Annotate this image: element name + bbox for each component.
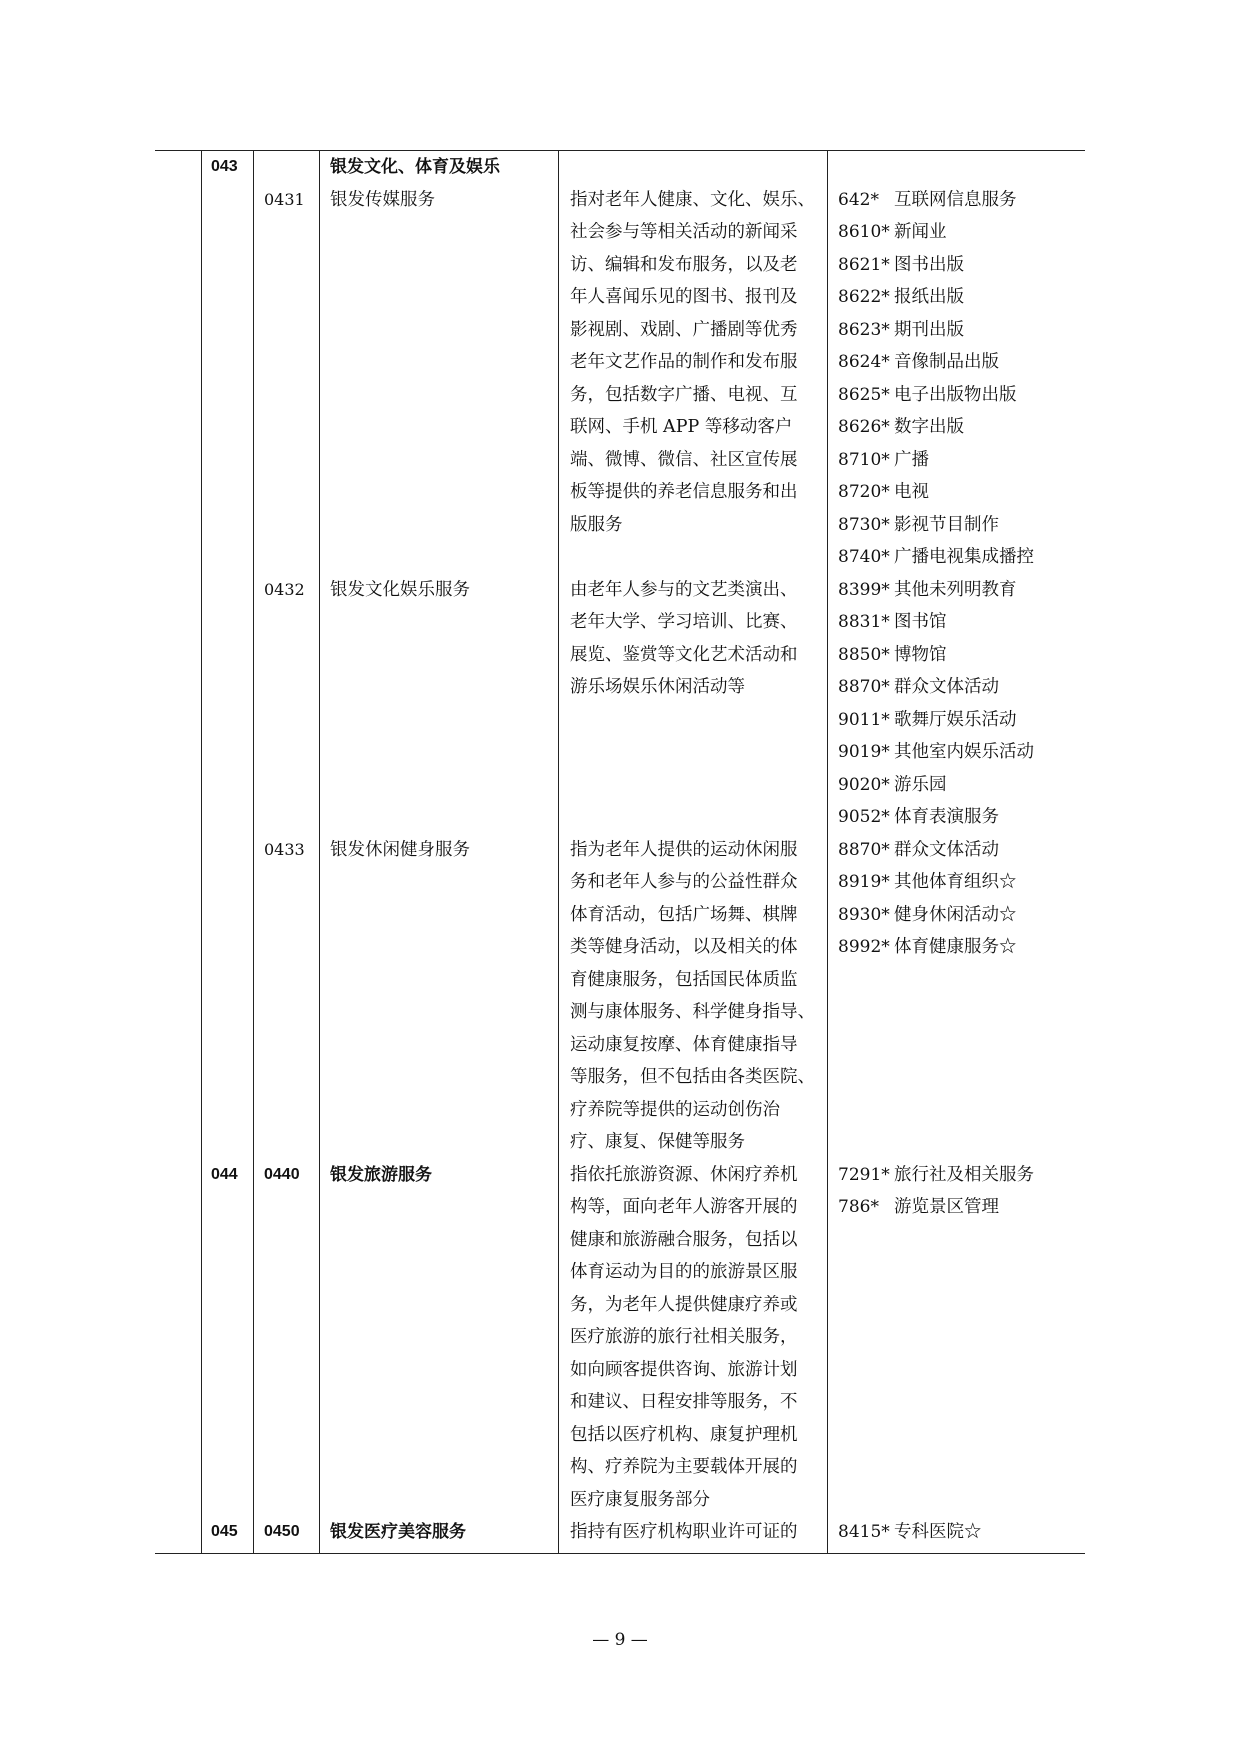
industry-code: 8831* [838,612,890,632]
industry-label: 音像制品出版 [894,352,999,372]
industry-code-entry [838,834,1017,867]
industry-code-entry [838,476,1034,509]
industry-code-entry [838,574,1034,607]
description-line: 指对老年人健康、文化、娱乐、 [570,189,815,210]
industry-label: 报纸出版 [894,287,964,307]
industry-label: 其他室内娱乐活动 [894,742,1034,762]
industry-label: 电子出版物出版 [894,384,1017,405]
industry-label: 博物馆 [894,644,947,665]
industry-label: 图书出版 [894,254,964,275]
industry-code: 8870* [838,677,890,697]
industry-code: 786* [838,1197,879,1217]
industry-code-entry [838,444,1034,477]
industry-code: 8621* [838,254,890,275]
industry-classification-table [155,150,1085,1554]
industry-label: 电视 [894,482,929,502]
industry-label: 群众文体活动 [894,677,999,697]
industry-code: 8399* [838,579,890,600]
industry-code: 8622* [838,287,890,307]
industry-code-entry [838,899,1017,932]
industry-code: 8610* [838,222,890,242]
industry-code-entry [838,801,1034,834]
category-name: 银发传媒服务 [330,189,435,210]
column-divider [558,151,559,1553]
industry-label: 影视节目制作 [894,514,999,535]
industry-code-entry [838,1516,982,1549]
industry-label: 图书馆 [894,612,947,632]
industry-code-entry [838,704,1034,737]
description-line: 测与康体服务、科学健身指导、 [570,1002,815,1022]
industry-label: 广播电视集成播控 [894,547,1034,567]
minor-category-code: 0450 [264,1523,300,1540]
category-description [570,574,820,704]
industry-code-entry [838,866,1017,899]
description-line: 年人喜闻乐见的图书、报刊及 [570,287,798,307]
description-line: 务，包括数字广播、电视、互 [570,384,798,405]
industry-code: 8992* [838,937,890,957]
description-line: 社会参与等相关活动的新闻采 [570,222,798,242]
industry-codes [838,1516,982,1549]
industry-code: 9019* [838,742,890,762]
category-description [570,184,820,542]
industry-code-entry [838,1159,1034,1192]
industry-code: 642* [838,189,879,210]
industry-label: 专科医院☆ [894,1522,982,1542]
category-name: 银发文化、体育及娱乐 [330,157,500,177]
description-line: 游乐场娱乐休闲活动等 [570,677,745,697]
industry-label: 互联网信息服务 [894,189,1017,210]
industry-codes [838,184,1034,574]
description-line: 包括以医疗机构、康复护理机 [570,1424,798,1445]
description-line: 体育活动，包括广场舞、棋牌 [570,904,798,925]
industry-code: 8740* [838,547,890,567]
industry-code-entry [838,314,1034,347]
minor-category-code: 0440 [264,1165,300,1183]
description-line: 运动康复按摩、体育健康指导 [570,1034,798,1055]
industry-code-entry [838,346,1034,379]
industry-codes [838,834,1017,964]
industry-label: 体育健康服务☆ [894,937,1017,957]
industry-code-entry [838,541,1034,574]
major-category-code: 045 [211,1523,238,1540]
industry-label: 歌舞厅娱乐活动 [894,709,1017,730]
column-divider [201,151,202,1553]
description-line: 育健康服务，包括国民体质监 [570,969,798,990]
description-line: 访、编辑和发布服务，以及老 [570,254,798,275]
industry-label: 广播 [894,449,929,470]
industry-code-entry [838,671,1034,704]
category-description [570,834,820,1159]
description-line: 如向顾客提供咨询、旅游计划 [570,1359,798,1380]
description-line: 务，为老年人提供健康疗养或 [570,1294,798,1315]
description-line: 由老年人参与的文艺类演出、 [570,579,798,600]
description-line: 老年大学、学习培训、比赛、 [570,612,798,632]
industry-label: 游乐园 [894,774,947,795]
industry-code: 8919* [838,872,890,892]
description-line: 医疗旅游的旅行社相关服务， [570,1327,798,1347]
industry-code: 8850* [838,644,890,665]
industry-code: 9020* [838,774,890,795]
industry-label: 游览景区管理 [894,1197,999,1217]
industry-code-entry [838,249,1034,282]
description-line: 版服务 [570,514,623,535]
description-line: 老年文艺作品的制作和发布服 [570,352,798,372]
category-description [570,1516,820,1549]
industry-label: 新闻业 [894,222,947,242]
industry-code: 8415* [838,1522,890,1542]
industry-code: 7291* [838,1164,890,1185]
description-line: 展览、鉴赏等文化艺术活动和 [570,644,798,665]
industry-code-entry [838,639,1034,672]
category-name: 银发文化娱乐服务 [330,579,470,600]
column-divider [253,151,254,1553]
industry-code-entry [838,606,1034,639]
page-number: — 9 — [592,1630,648,1650]
description-line: 健康和旅游融合服务，包括以 [570,1229,798,1250]
industry-code-entry [838,769,1034,802]
description-line: 类等健身活动，以及相关的体 [570,937,798,957]
industry-code-entry [838,411,1034,444]
description-line: 板等提供的养老信息服务和出 [570,482,798,502]
category-name: 银发旅游服务 [330,1164,432,1185]
industry-label: 数字出版 [894,417,964,437]
industry-code-entry [838,736,1034,769]
industry-label: 健身休闲活动☆ [894,904,1017,925]
industry-label: 其他体育组织☆ [894,872,1017,892]
description-line: 影视剧、戏剧、广播剧等优秀 [570,319,798,340]
industry-code: 8870* [838,839,890,860]
category-name: 银发休闲健身服务 [330,839,470,860]
minor-category-code: 0433 [264,839,305,859]
industry-code: 8626* [838,417,890,437]
industry-code-entry [838,281,1034,314]
industry-code: 8624* [838,352,890,372]
column-divider [827,151,828,1553]
description-line: 务和老年人参与的公益性群众 [570,872,798,892]
description-line: 等服务，但不包括由各类医院、 [570,1067,815,1087]
industry-label: 群众文体活动 [894,839,999,860]
description-line: 构、疗养院为主要载体开展的 [570,1457,798,1477]
description-line: 指持有医疗机构职业许可证的 [570,1522,798,1542]
industry-code-entry [838,1191,1034,1224]
column-divider [319,151,320,1553]
industry-code-entry [838,379,1034,412]
category-description [570,1159,820,1517]
description-line: 构等，面向老年人游客开展的 [570,1197,798,1217]
description-line: 端、微博、微信、社区宣传展 [570,449,798,470]
minor-category-code: 0431 [264,189,305,209]
minor-category-code: 0432 [264,579,305,599]
description-line: 联网、手机 APP 等移动客户 [570,417,793,437]
industry-code-entry [838,184,1034,217]
industry-code: 8710* [838,449,890,470]
description-line: 医疗康复服务部分 [570,1489,710,1510]
industry-label: 旅行社及相关服务 [894,1164,1034,1185]
industry-code-entry [838,931,1017,964]
industry-codes [838,574,1034,834]
description-line: 疗养院等提供的运动创伤治 [570,1099,780,1120]
industry-code: 9052* [838,807,890,827]
description-line: 和建议、日程安排等服务，不 [570,1392,798,1412]
description-line: 体育运动为目的的旅游景区服 [570,1262,798,1282]
major-category-code: 043 [211,158,238,175]
industry-code: 8930* [838,904,890,925]
industry-label: 其他未列明教育 [894,579,1017,600]
industry-code: 8625* [838,384,890,405]
description-line: 指依托旅游资源、休闲疗养机 [570,1164,798,1185]
industry-code-entry [838,216,1034,249]
description-line: 指为老年人提供的运动休闲服 [570,839,798,860]
category-name: 银发医疗美容服务 [330,1522,466,1542]
industry-code: 8730* [838,514,890,535]
major-category-code: 044 [211,1165,238,1183]
industry-label: 体育表演服务 [894,807,999,827]
industry-code: 9011* [838,709,890,730]
description-line: 疗、康复、保健等服务 [570,1132,745,1152]
industry-code-entry [838,509,1034,542]
industry-code: 8623* [838,319,890,340]
industry-code: 8720* [838,482,890,502]
industry-codes [838,1159,1034,1224]
industry-label: 期刊出版 [894,319,964,340]
